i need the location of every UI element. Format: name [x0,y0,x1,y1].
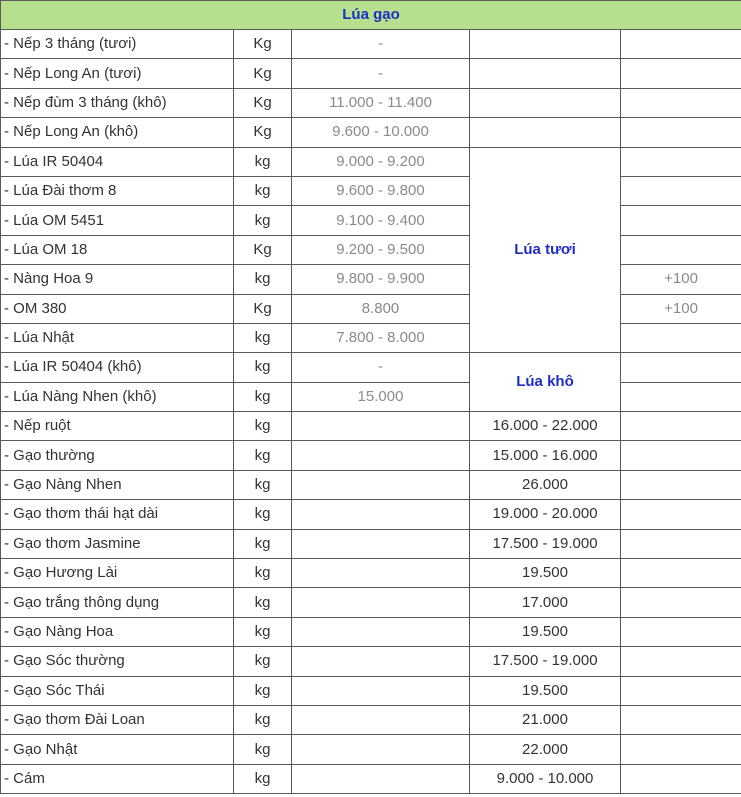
empty-cell [470,59,621,88]
unit: kg [234,764,292,793]
price-change [621,147,741,176]
product-name: - Gạo Hương Lài [1,559,234,588]
unit: kg [234,617,292,646]
table-row [1,118,741,147]
empty-cell [621,529,741,558]
price-range: 17.500 - 19.000 [470,529,621,558]
table-row [1,382,741,411]
empty-cell [621,588,741,617]
product-name: - Gạo trắng thông dụng [1,588,234,617]
price-range: 15.000 - 16.000 [470,441,621,470]
table-row [1,764,741,793]
table-row [1,88,741,117]
price-range: 9.100 - 9.400 [292,206,470,235]
product-name: - Gạo thơm Đài Loan [1,705,234,734]
unit: Kg [234,59,292,88]
table-row [1,705,741,734]
price-range: 9.600 - 9.800 [292,176,470,205]
price-range: 9.200 - 9.500 [292,235,470,264]
product-name: - Gạo Nhật [1,735,234,764]
unit: kg [234,441,292,470]
empty-cell [292,764,470,793]
price-range: 11.000 - 11.400 [292,88,470,117]
price-range: 19.500 [470,617,621,646]
product-name: - Gạo Nàng Hoa [1,617,234,646]
price-change [621,30,741,59]
price-change [621,176,741,205]
table-row [1,59,741,88]
unit: kg [234,382,292,411]
price-range: 17.000 [470,588,621,617]
product-name: - Nếp 3 tháng (tươi) [1,30,234,59]
product-name: - Gạo thơm thái hạt dài [1,500,234,529]
product-name: - Nếp đùm 3 tháng (khô) [1,88,234,117]
empty-cell [292,412,470,441]
empty-cell [292,529,470,558]
table-row [1,176,741,205]
price-range: 22.000 [470,735,621,764]
empty-cell [470,118,621,147]
empty-cell [621,559,741,588]
price-range: 17.500 - 19.000 [470,647,621,676]
price-change [621,235,741,264]
price-change [621,353,741,382]
product-name: - Gạo thường [1,441,234,470]
table-row [1,647,741,676]
table-row [1,323,741,352]
price-range: 26.000 [470,470,621,499]
unit: kg [234,147,292,176]
product-name: - Nếp ruột [1,412,234,441]
price-range: 21.000 [470,705,621,734]
title-row [1,1,741,30]
product-name: - Lúa Nhật [1,323,234,352]
table-row [1,265,741,294]
price-change [621,382,741,411]
unit: Kg [234,118,292,147]
table-row [1,588,741,617]
table-row [1,529,741,558]
unit: kg [234,559,292,588]
table-row [1,500,741,529]
price-range: 15.000 [292,382,470,411]
product-name: - Gạo thơm Jasmine [1,529,234,558]
table-row [1,470,741,499]
price-change [621,323,741,352]
table-row [1,147,741,176]
product-name: - Lúa Nàng Nhen (khô) [1,382,234,411]
group-label-dry: Lúa khô [470,353,621,412]
price-change [621,206,741,235]
product-name: - Lúa IR 50404 (khô) [1,353,234,382]
empty-cell [621,676,741,705]
unit: kg [234,470,292,499]
table-row [1,206,741,235]
empty-cell [292,559,470,588]
price-change [621,88,741,117]
price-range: 19.500 [470,559,621,588]
price-change: +100 [621,265,741,294]
empty-cell [470,30,621,59]
empty-cell [470,88,621,117]
product-name: - Nàng Hoa 9 [1,265,234,294]
unit: Kg [234,294,292,323]
empty-cell [621,764,741,793]
product-name: - Gạo Sóc Thái [1,676,234,705]
price-range: 9.000 - 9.200 [292,147,470,176]
unit: kg [234,676,292,705]
empty-cell [292,647,470,676]
table-row [1,294,741,323]
table-row [1,412,741,441]
price-range: - [292,59,470,88]
price-change [621,118,741,147]
empty-cell [292,588,470,617]
empty-cell [292,441,470,470]
price-range: 8.800 [292,294,470,323]
unit: kg [234,647,292,676]
price-range: 9.800 - 9.900 [292,265,470,294]
table-row [1,676,741,705]
table-row [1,30,741,59]
unit: kg [234,353,292,382]
price-range: - [292,353,470,382]
unit: kg [234,500,292,529]
table-row [1,617,741,646]
price-range: 9.000 - 10.000 [470,764,621,793]
table-row [1,235,741,264]
product-name: - Cám [1,764,234,793]
product-name: - Lúa OM 5451 [1,206,234,235]
product-name: - Lúa IR 50404 [1,147,234,176]
empty-cell [621,441,741,470]
unit: kg [234,265,292,294]
empty-cell [292,735,470,764]
empty-cell [621,647,741,676]
table-title: Lúa gạo [1,1,741,30]
empty-cell [292,676,470,705]
empty-cell [292,617,470,646]
table-row [1,735,741,764]
price-range: 16.000 - 22.000 [470,412,621,441]
unit: Kg [234,235,292,264]
price-change: +100 [621,294,741,323]
price-range: 9.600 - 10.000 [292,118,470,147]
unit: kg [234,412,292,441]
product-name: - Gạo Nàng Nhen [1,470,234,499]
product-name: - Nếp Long An (khô) [1,118,234,147]
empty-cell [292,705,470,734]
product-name: - Lúa Đài thơm 8 [1,176,234,205]
empty-cell [621,412,741,441]
empty-cell [292,500,470,529]
product-name: - OM 380 [1,294,234,323]
unit: Kg [234,30,292,59]
table-row [1,353,741,382]
price-range: 7.800 - 8.000 [292,323,470,352]
table-row [1,559,741,588]
unit: kg [234,529,292,558]
unit: kg [234,176,292,205]
unit: kg [234,323,292,352]
group-label-fresh: Lúa tươi [470,147,621,353]
price-table-body [1,1,741,794]
empty-cell [621,705,741,734]
unit: kg [234,206,292,235]
price-change [621,59,741,88]
unit: kg [234,705,292,734]
empty-cell [621,470,741,499]
product-name: - Gạo Sóc thường [1,647,234,676]
product-name: - Lúa OM 18 [1,235,234,264]
empty-cell [621,500,741,529]
price-range: 19.000 - 20.000 [470,500,621,529]
product-name: - Nếp Long An (tươi) [1,59,234,88]
price-range: - [292,30,470,59]
unit: kg [234,588,292,617]
table-row [1,441,741,470]
empty-cell [292,470,470,499]
unit: Kg [234,88,292,117]
price-range: 19.500 [470,676,621,705]
empty-cell [621,735,741,764]
unit: kg [234,735,292,764]
empty-cell [621,617,741,646]
